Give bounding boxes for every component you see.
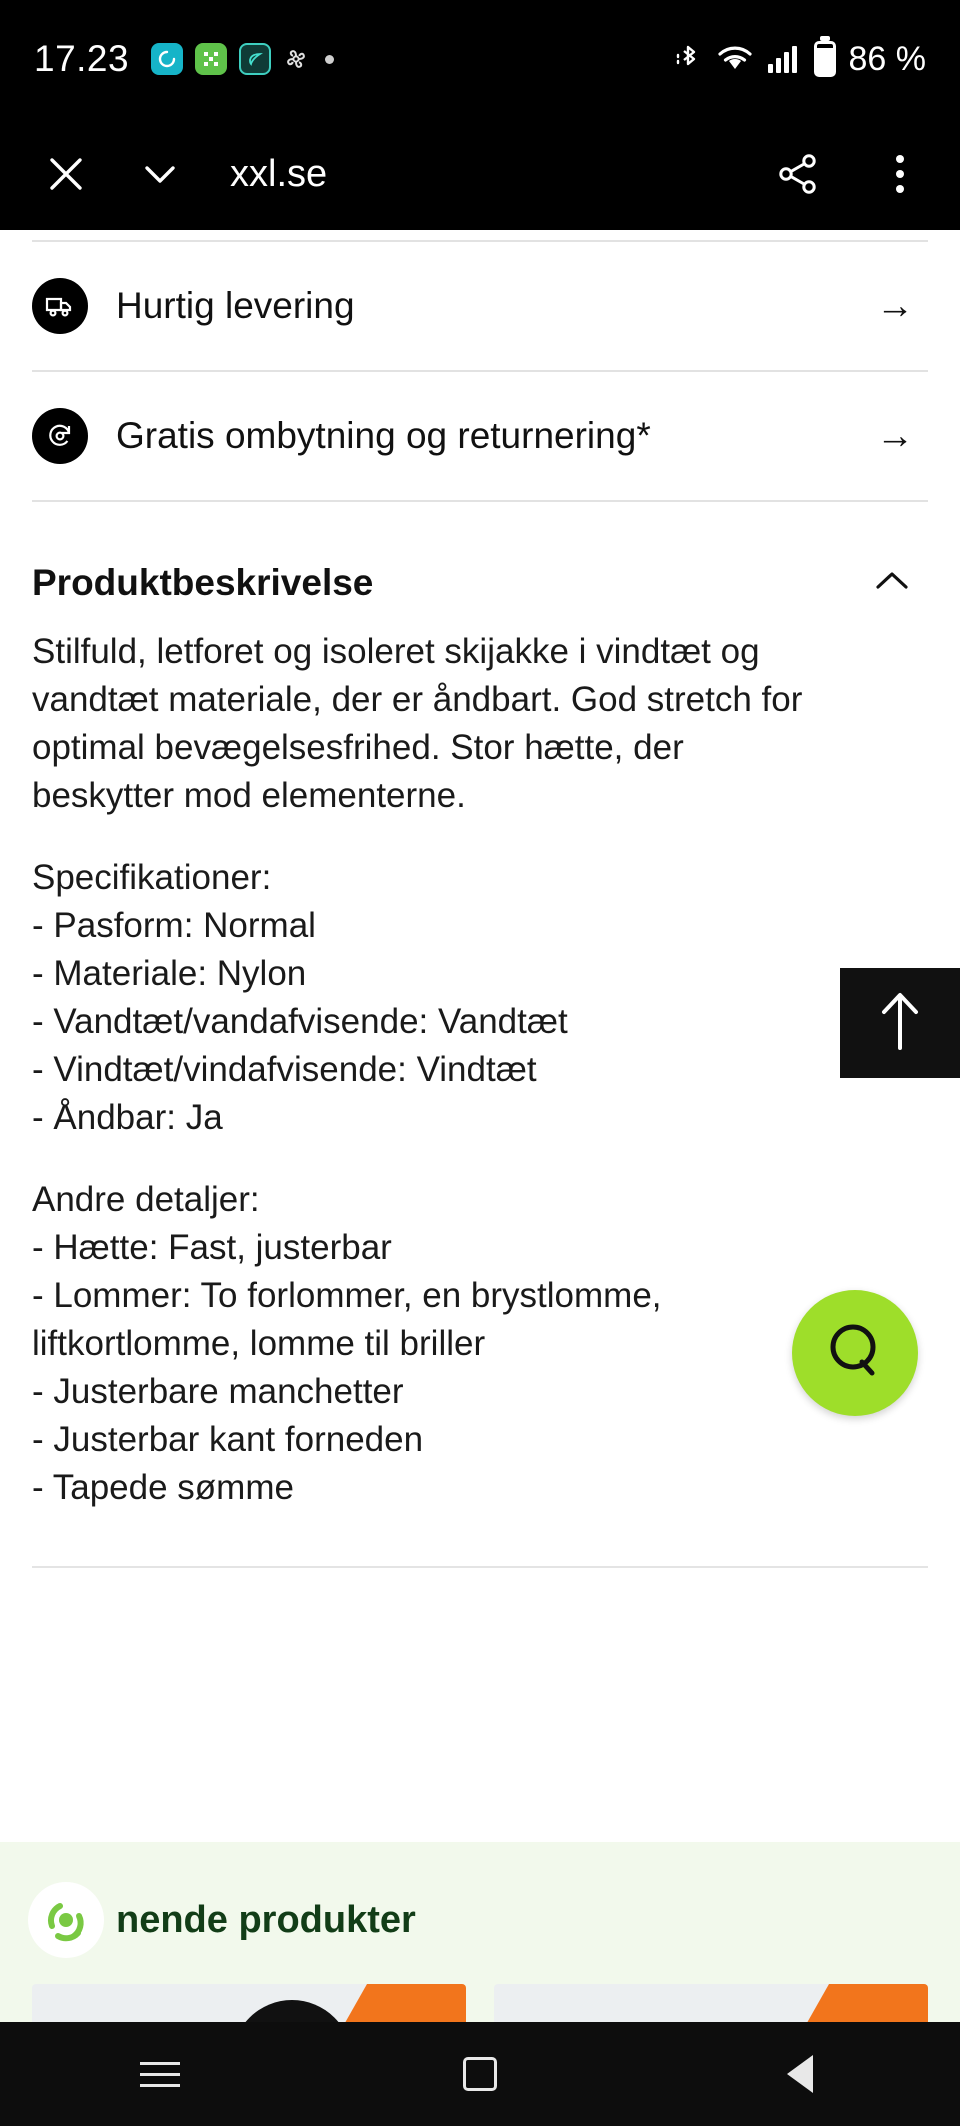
description-line: - Justerbare manchetter — [32, 1372, 404, 1411]
recycle-icon — [28, 1882, 104, 1958]
recents-button[interactable] — [100, 2022, 220, 2126]
promo-label: Gratis ombytning og returnering* — [116, 415, 651, 456]
description-line: - Tapede sømme — [32, 1468, 294, 1507]
more-options-icon[interactable] — [880, 150, 920, 198]
share-icon[interactable] — [762, 138, 834, 210]
description-line: optimal bevægelsesfrihed. Stor hætte, der — [32, 728, 684, 767]
description-line: Specifikationer: — [32, 858, 272, 897]
close-icon[interactable] — [30, 138, 102, 210]
promo-row-delivery[interactable] — [32, 242, 928, 370]
chat-bubble-icon — [822, 1318, 888, 1389]
promo-label: Hurtig levering — [116, 285, 355, 326]
chevron-down-icon[interactable] — [124, 138, 196, 210]
description-line: - Lommer: To forlommer, en brystlomme, — [32, 1276, 662, 1315]
battery-icon — [814, 41, 836, 77]
recents-icon — [140, 2062, 180, 2087]
description-line: Andre detaljer: — [32, 1180, 260, 1219]
chat-support-button[interactable] — [792, 1290, 918, 1416]
product-description-header[interactable] — [32, 502, 928, 628]
related-products-section — [0, 1842, 960, 2022]
description-line: beskytter mod elementerne. — [32, 776, 466, 815]
promo-row-returns[interactable] — [32, 372, 928, 500]
home-icon — [463, 2057, 497, 2091]
wifi-icon — [716, 44, 754, 74]
browser-toolbar — [0, 118, 960, 230]
page-content — [0, 230, 960, 1842]
product-card[interactable] — [494, 1984, 928, 2022]
return-icon — [32, 408, 88, 464]
description-line: - Materiale: Nylon — [32, 954, 307, 993]
back-icon — [787, 2055, 813, 2093]
fan-icon — [283, 46, 309, 72]
description-line: Stilfuld, letforet og isoleret skijakke i vindtæt og — [32, 632, 760, 671]
description-paragraph — [32, 628, 928, 820]
product-card[interactable] — [32, 1984, 466, 2022]
arrow-right-icon[interactable]: → — [876, 284, 914, 327]
description-line: - Åndbar: Ja — [32, 1098, 223, 1137]
scroll-to-top-button[interactable] — [840, 968, 960, 1078]
description-line: - Vindtæt/vindafvisende: Vindtæt — [32, 1050, 537, 1089]
battery-percent: 86 % — [848, 39, 926, 78]
home-button[interactable] — [420, 2022, 540, 2126]
dot-indicator — [325, 55, 334, 64]
description-line: - Vandtæt/vandafvisende: Vandtæt — [32, 1002, 568, 1041]
status-notification-icons — [151, 43, 334, 75]
camera-app-icon — [151, 43, 183, 75]
arrow-up-icon — [872, 986, 928, 1061]
status-system-icons — [675, 40, 927, 79]
description-line: - Hætte: Fast, justerbar — [32, 1228, 392, 1267]
description-line: - Pasform: Normal — [32, 906, 316, 945]
arrow-right-icon[interactable]: → — [876, 414, 914, 457]
back-button[interactable] — [740, 2022, 860, 2126]
android-nav-bar — [0, 2022, 960, 2126]
truck-icon — [32, 278, 88, 334]
section-title: Produktbeskrivelse — [32, 562, 374, 603]
status-bar — [0, 0, 960, 118]
status-clock: 17.23 — [34, 38, 130, 79]
description-line: - Justerbar kant forneden — [32, 1420, 424, 1459]
description-line: liftkortlomme, lomme til briller — [32, 1324, 486, 1363]
divider — [32, 1566, 928, 1568]
description-line: vandtæt materiale, der er åndbart. God stretch for — [32, 680, 803, 719]
cellular-signal-icon — [767, 44, 801, 74]
grid-app-icon — [195, 43, 227, 75]
bluetooth-icon — [675, 41, 703, 77]
related-products-title: nende produkter — [116, 1898, 416, 1941]
related-products-carousel[interactable] — [32, 1984, 928, 2022]
leaf-app-icon — [239, 43, 271, 75]
site-domain: xxl.se — [230, 152, 328, 195]
product-description-body — [32, 628, 928, 1518]
chevron-up-icon[interactable] — [870, 566, 928, 601]
description-paragraph — [32, 854, 928, 1142]
